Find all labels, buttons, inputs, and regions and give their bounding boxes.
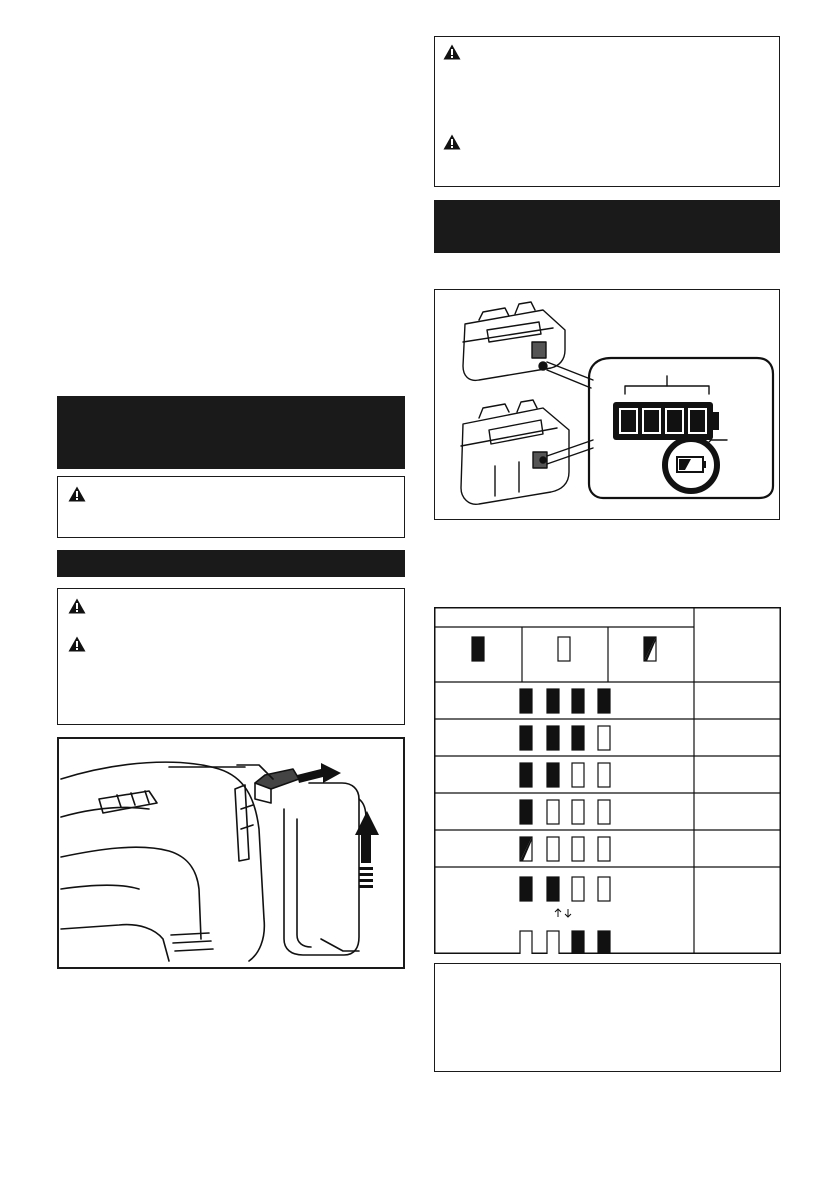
lamp-off-icon bbox=[572, 837, 584, 861]
lamp-off-icon bbox=[598, 837, 610, 861]
lamp-off-icon bbox=[598, 800, 610, 824]
lamp-lit-icon bbox=[547, 689, 559, 713]
warning-triangle-icon bbox=[68, 486, 86, 502]
legend-lamp-blink bbox=[644, 637, 656, 661]
lamp-off-icon bbox=[520, 931, 532, 954]
lamp-off-icon bbox=[572, 800, 584, 824]
legend-lamp-lit bbox=[472, 637, 484, 661]
section-heading-bar-right bbox=[434, 200, 780, 253]
lamp-lit-icon bbox=[572, 689, 584, 713]
lamp-lit-icon bbox=[520, 726, 532, 750]
lamp-blinking-icon bbox=[520, 837, 532, 861]
warning-box-2 bbox=[57, 588, 405, 725]
lamp-lit-icon bbox=[520, 763, 532, 787]
warning-triangle-icon bbox=[68, 636, 86, 652]
arrow-up-down-icon bbox=[555, 909, 571, 917]
lamp-off-icon bbox=[547, 931, 559, 954]
battery-removal-illustration bbox=[59, 739, 403, 967]
subsection-heading-bar bbox=[57, 550, 405, 577]
battery-indicator-icon bbox=[613, 402, 719, 440]
legend-lamp-off bbox=[558, 637, 570, 661]
indicator-table-graphic bbox=[434, 607, 781, 954]
lamp-lit-icon bbox=[598, 931, 610, 954]
lamp-off-icon bbox=[598, 726, 610, 750]
lamp-lit-icon bbox=[520, 877, 532, 901]
lamp-lit-icon bbox=[520, 800, 532, 824]
lamp-lit-icon bbox=[547, 763, 559, 787]
lamp-lit-icon bbox=[572, 726, 584, 750]
warning-box-3 bbox=[434, 36, 780, 187]
warning-box-1 bbox=[57, 476, 405, 538]
battery-removal-figure bbox=[57, 737, 405, 969]
lamp-off-icon bbox=[598, 763, 610, 787]
lamp-off-icon bbox=[598, 877, 610, 901]
lamp-off-icon bbox=[547, 800, 559, 824]
warning-triangle-icon bbox=[443, 134, 461, 150]
lamp-lit-icon bbox=[547, 877, 559, 901]
lamp-lit-icon bbox=[547, 726, 559, 750]
indicator-table bbox=[434, 607, 781, 954]
warning-triangle-icon bbox=[68, 598, 86, 614]
warning-triangle-icon bbox=[443, 44, 461, 60]
lamp-lit-icon bbox=[572, 931, 584, 954]
lamp-off-icon bbox=[572, 877, 584, 901]
lamp-lit-icon bbox=[598, 689, 610, 713]
lamp-lit-icon bbox=[520, 689, 532, 713]
section-heading-bar bbox=[57, 396, 405, 469]
lamp-off-icon bbox=[572, 763, 584, 787]
battery-indicator-figure bbox=[434, 289, 780, 520]
lamp-off-icon bbox=[547, 837, 559, 861]
note-box bbox=[434, 963, 781, 1072]
battery-pack-illustration bbox=[435, 290, 778, 518]
